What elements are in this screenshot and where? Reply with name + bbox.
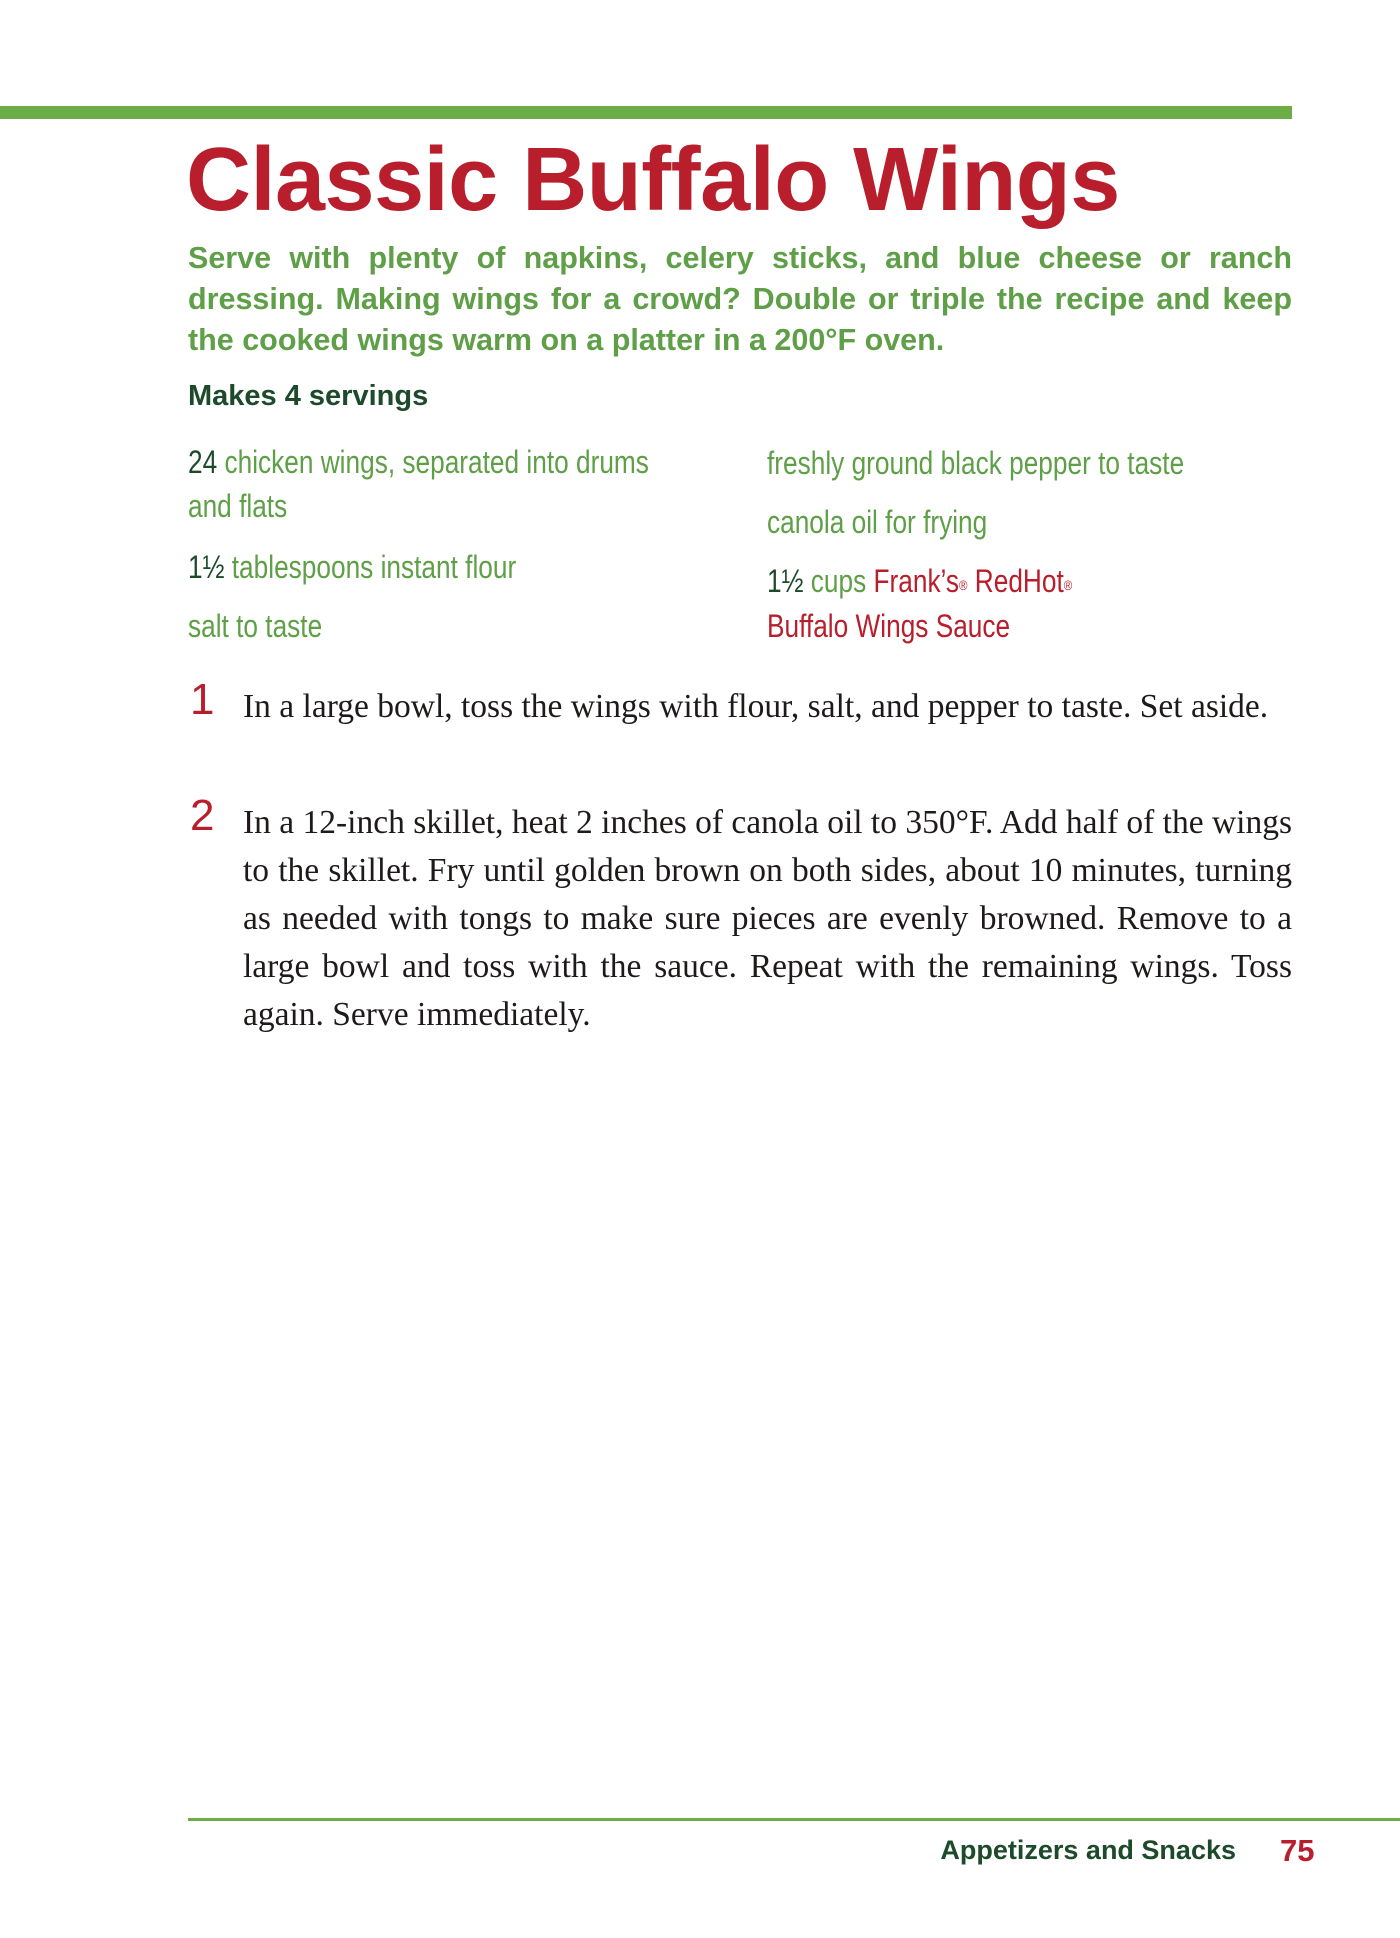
ingredient-text: freshly ground black pepper to taste <box>767 445 1185 481</box>
ingredient-item <box>767 500 987 544</box>
footer-rule <box>188 1818 1400 1821</box>
ingredient-text: salt to taste <box>188 608 323 644</box>
top-accent-rule <box>0 106 1292 119</box>
brand-name-part: RedHot <box>974 563 1064 599</box>
ingredient-item-continued <box>188 484 287 528</box>
footer-section-title: Appetizers and Snacks <box>940 1835 1236 1865</box>
brand-name <box>873 563 1072 599</box>
brand-product-name: Buffalo Wings Sauce <box>767 608 1011 644</box>
ingredient-item <box>188 545 516 589</box>
brand-name-part: Frank’s <box>873 563 960 599</box>
page-number: 75 <box>1280 1833 1315 1868</box>
ingredient-text: and flats <box>188 488 288 524</box>
ingredient-text: tablespoons instant flour <box>231 549 517 585</box>
ingredient-item <box>767 559 1072 603</box>
recipe-yield: Makes 4 servings <box>188 380 429 412</box>
registered-mark: ® <box>1063 577 1073 593</box>
step-text: In a 12-inch skillet, heat 2 inches of canola oil to 350°F. Add half of the wings to the skillet. Fry until golden brown on both sides, about 10 minutes, turning as needed with tongs to make sure pieces are evenly browned. Remove to a large bowl and toss with the sauce. Repeat with the remaining wings. Toss again. Serve immediately. <box>243 804 1293 1033</box>
ingredient-item-continued <box>767 604 1010 648</box>
ingredient-item <box>767 441 1184 485</box>
ingredient-quantity: 24 <box>188 444 218 480</box>
ingredient-item <box>188 440 649 484</box>
ingredient-quantity: 1½ <box>767 563 804 599</box>
ingredient-text: canola oil for frying <box>767 504 988 540</box>
ingredient-item <box>188 604 322 648</box>
step-text: In a large bowl, toss the wings with flour, salt, and pepper to taste. Set aside. <box>243 688 1269 725</box>
recipe-intro: Serve with plenty of napkins, celery sticks, and blue cheese or ranch dressing. Making wings for a crowd? Double or triple the recipe and keep the cooked wings warm on a platter in a 200°F oven. <box>188 241 1292 357</box>
ingredient-unit: cups <box>810 563 867 599</box>
step-number: 1 <box>190 675 215 724</box>
step-number: 2 <box>190 791 215 840</box>
ingredient-text: chicken wings, separated into drums <box>224 444 649 480</box>
ingredient-quantity: 1½ <box>188 549 225 585</box>
registered-mark: ® <box>959 577 968 593</box>
recipe-title: Classic Buffalo Wings <box>186 130 1120 230</box>
